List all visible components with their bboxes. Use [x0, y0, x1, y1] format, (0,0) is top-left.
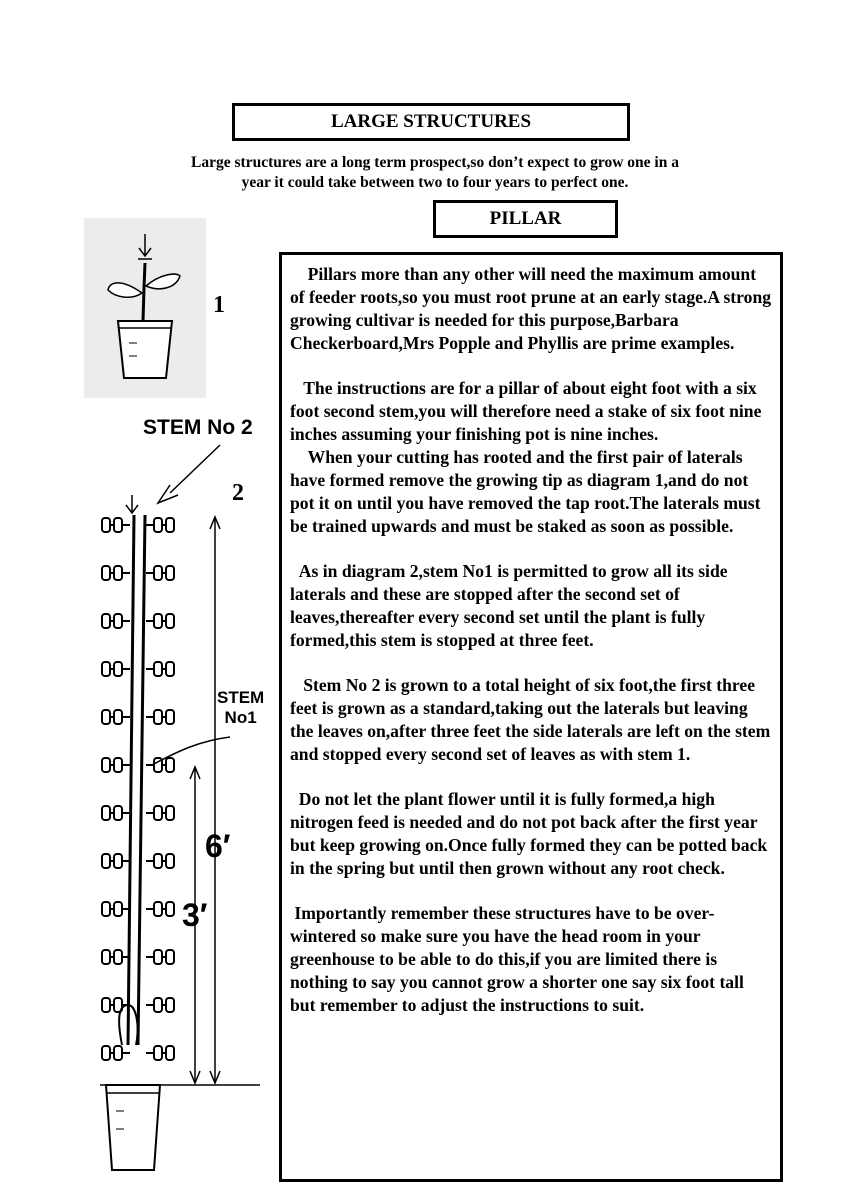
paragraph-overwintering: Importantly remember these structures have to be over-wintered so make sure you have the head room in your greenhouse to be able to do this,if you are limited there is nothing to say you cannot grow a shorter one say six foot tall but remember to adjust the instructions to suit.: [290, 903, 744, 1015]
paragraph-feeding: Do not let the plant flower until it is fully formed,a high nitrogen feed is needed and do not pot back after the first year but keep growing on.Once fully formed they can be potted back in the spring but until then grown without any root check.: [290, 789, 768, 878]
instructions-box: [279, 252, 783, 1182]
diagram-1-number: 1: [213, 292, 225, 318]
diagram-2: [70, 405, 270, 1182]
intro-text: [130, 153, 740, 193]
paragraph-stem-1: As in diagram 2,stem No1 is permitted to grow all its side laterals and these are stopped after the second set of leaves,thereafter every second set until the plant is fully formed,this stem is stopped at three feet.: [290, 561, 728, 650]
heading-box: [232, 103, 630, 141]
heading: LARGE STRUCTURES: [330, 111, 532, 132]
pillar-illustration: [70, 405, 270, 1177]
paragraph-root-pruning: Pillars more than any other will need the maximum amount of feeder roots,so you must root prune at an early stage.A strong growing cultivar is needed for this purpose,Barbara Checkerboard,Mrs Popple and Phyllis are prime examples.: [290, 264, 772, 353]
stem-1-label-line-2: No1: [224, 708, 257, 727]
intro-line-2: year it could take between two to four years to perfect one.: [241, 174, 629, 191]
cutting-in-pot-illustration: [84, 218, 206, 398]
diagram-2-number: 2: [232, 480, 244, 506]
section-title: PILLAR: [489, 208, 562, 229]
diagram-1: [84, 218, 206, 403]
intro-line-1: Large structures are a long term prospect,so don’t expect to grow one in a: [191, 154, 679, 171]
paragraph-cutting: When your cutting has rooted and the first pair of laterals have formed remove the growing tip as diagram 1,and do not pot it on until you have removed the tap root.The laterals must be trained upwards and must be staked as soon as possible.: [290, 447, 761, 536]
six-foot-dimension: 6′: [205, 828, 231, 864]
section-title-box: [433, 200, 618, 238]
paragraph-stem-2: Stem No 2 is grown to a total height of six foot,the first three feet is grown as a standard,taking out the laterals but leaving the leaves on,after three feet the side laterals are left on the stem and stopped every second set of leaves as with stem 1.: [290, 675, 771, 764]
stem-2-label: STEM No 2: [143, 416, 253, 439]
paragraph-dimensions: The instructions are for a pillar of about eight foot with a six foot second stem,you will therefore need a stake of six foot nine inches assuming your finishing pot is nine inches.: [290, 378, 762, 444]
three-foot-dimension: 3′: [182, 897, 208, 933]
stem-1-label: [217, 688, 264, 728]
stem-1-label-line-1: STEM: [217, 688, 265, 707]
